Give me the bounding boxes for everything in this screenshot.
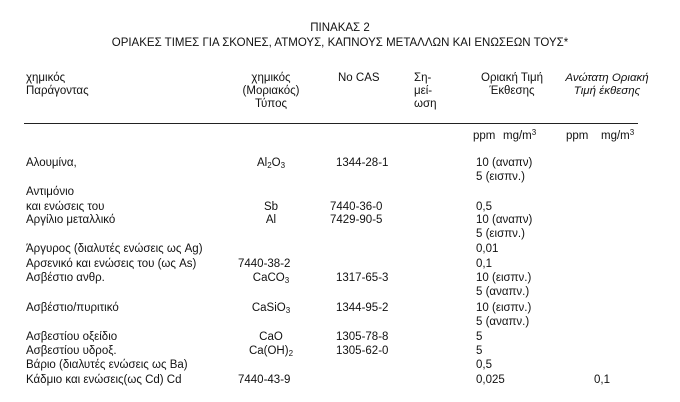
- header-notes-line3: ωση: [414, 98, 437, 110]
- agent-name: Ασβεστίου υδροξ.: [26, 345, 117, 357]
- limit-value: 0,025: [476, 374, 505, 386]
- cas-number: 1317-65-3: [336, 272, 389, 284]
- limit-value: 10 (εισπν.): [476, 272, 532, 284]
- limit-value: 5 (εισπν.): [476, 171, 525, 183]
- agent-name: Άργυρος (διαλυτές ενώσεις ως Ag): [26, 243, 203, 255]
- agent-name: Αργίλιο μεταλλικό: [26, 214, 116, 226]
- formula: CaSiO$_3$: [251, 302, 291, 315]
- limit-value: 5: [476, 345, 483, 357]
- table-title: ΠΙΝΑΚΑΣ 2: [310, 22, 370, 34]
- agent-name: Ασβέστιο/πυριτικό: [26, 302, 119, 314]
- limit-value: 5 (αναπν.): [476, 316, 530, 328]
- max-limit-value: 0,1: [594, 374, 610, 386]
- header-formula-line1: χημικός: [251, 72, 291, 84]
- agent-name: και ενώσεις του: [26, 201, 105, 213]
- agent-name: Αντιμόνιο: [26, 186, 75, 198]
- cas-number: 7440-36-0: [330, 201, 383, 213]
- agent-name: Ασβέστιο ανθρ.: [26, 272, 105, 284]
- unit-mg-limit: $mg/m^3$: [503, 128, 537, 142]
- header-notes-line1: Ση-: [414, 72, 432, 84]
- formula: Sb: [263, 201, 279, 213]
- header-agent-line2: Παράγοντας: [26, 85, 89, 97]
- cas-number: 7440-43-9: [238, 374, 291, 386]
- unit-mg-max: $mg/m^3$: [601, 128, 635, 142]
- limit-value: 0,01: [476, 243, 499, 255]
- cas-number: 7440-38-2: [238, 258, 291, 270]
- header-limit-line2: Έκθεσης: [489, 85, 535, 97]
- limit-value: 10 (εισπν.): [476, 302, 532, 314]
- limit-value: 0,1: [476, 258, 492, 270]
- header-limit-line1: Οριακή Τιμή: [481, 72, 543, 84]
- agent-name: Αρσενικό και ενώσεις του (ως As): [26, 258, 197, 270]
- formula: CaCO$_3$: [252, 272, 290, 285]
- formula: $Ca(OH)_2$: [248, 345, 294, 358]
- header-agent-line1: χημικός: [26, 72, 66, 84]
- agent-name: Κάδμιο και ενώσεις(ως Cd) Cd: [26, 374, 182, 386]
- formula: CaO: [259, 331, 283, 343]
- cas-number: 1305-62-0: [336, 345, 389, 357]
- cas-number: 1344-28-1: [336, 157, 389, 169]
- limit-value: 5: [476, 331, 483, 343]
- header-formula-line2: (Μοριακός): [242, 85, 300, 97]
- cas-number: 7429-90-5: [330, 214, 383, 226]
- header-divider: [24, 123, 638, 124]
- limit-value: 0,5: [476, 201, 492, 213]
- agent-name: Ασβεστίου οξείδιο: [26, 331, 118, 343]
- formula: Al: [265, 214, 277, 226]
- limit-value: 10 (αναπν): [476, 214, 533, 226]
- header-max-line1: Ανώτατη Οριακή: [565, 72, 649, 84]
- formula: $Al_2O_3$: [256, 157, 286, 170]
- limit-value: 5 (αναπν.): [476, 286, 530, 298]
- header-formula-line3: Τύπος: [254, 98, 288, 110]
- agent-name: Βάριο (διαλυτές ενώσεις ως Ba): [26, 359, 188, 371]
- header-max-line2: Τιμή έκθεσης: [573, 85, 641, 97]
- header-notes-line2: μεί-: [414, 85, 433, 97]
- agent-name: Αλουμίνα,: [26, 157, 77, 169]
- cas-number: 1344-95-2: [336, 302, 389, 314]
- unit-ppm-limit: ppm: [473, 130, 496, 142]
- cas-number: 1305-78-8: [336, 331, 389, 343]
- limit-value: 10 (αναπν): [476, 157, 533, 169]
- limit-value: 0,5: [476, 359, 492, 371]
- unit-ppm-max: ppm: [566, 130, 589, 142]
- table-subtitle: ΟΡΙΑΚΕΣ ΤΙΜΕΣ ΓΙΑ ΣΚΟΝΕΣ, ΑΤΜΟΥΣ, ΚΑΠΝΟΥΣ ΜΕΤΑΛΛΩΝ ΚΑΙ ΕΝΩΣΕΩΝ ΤΟΥΣ*: [111, 37, 569, 49]
- header-cas: No CAS: [338, 72, 380, 84]
- limit-value: 5 (εισπν.): [476, 228, 525, 240]
